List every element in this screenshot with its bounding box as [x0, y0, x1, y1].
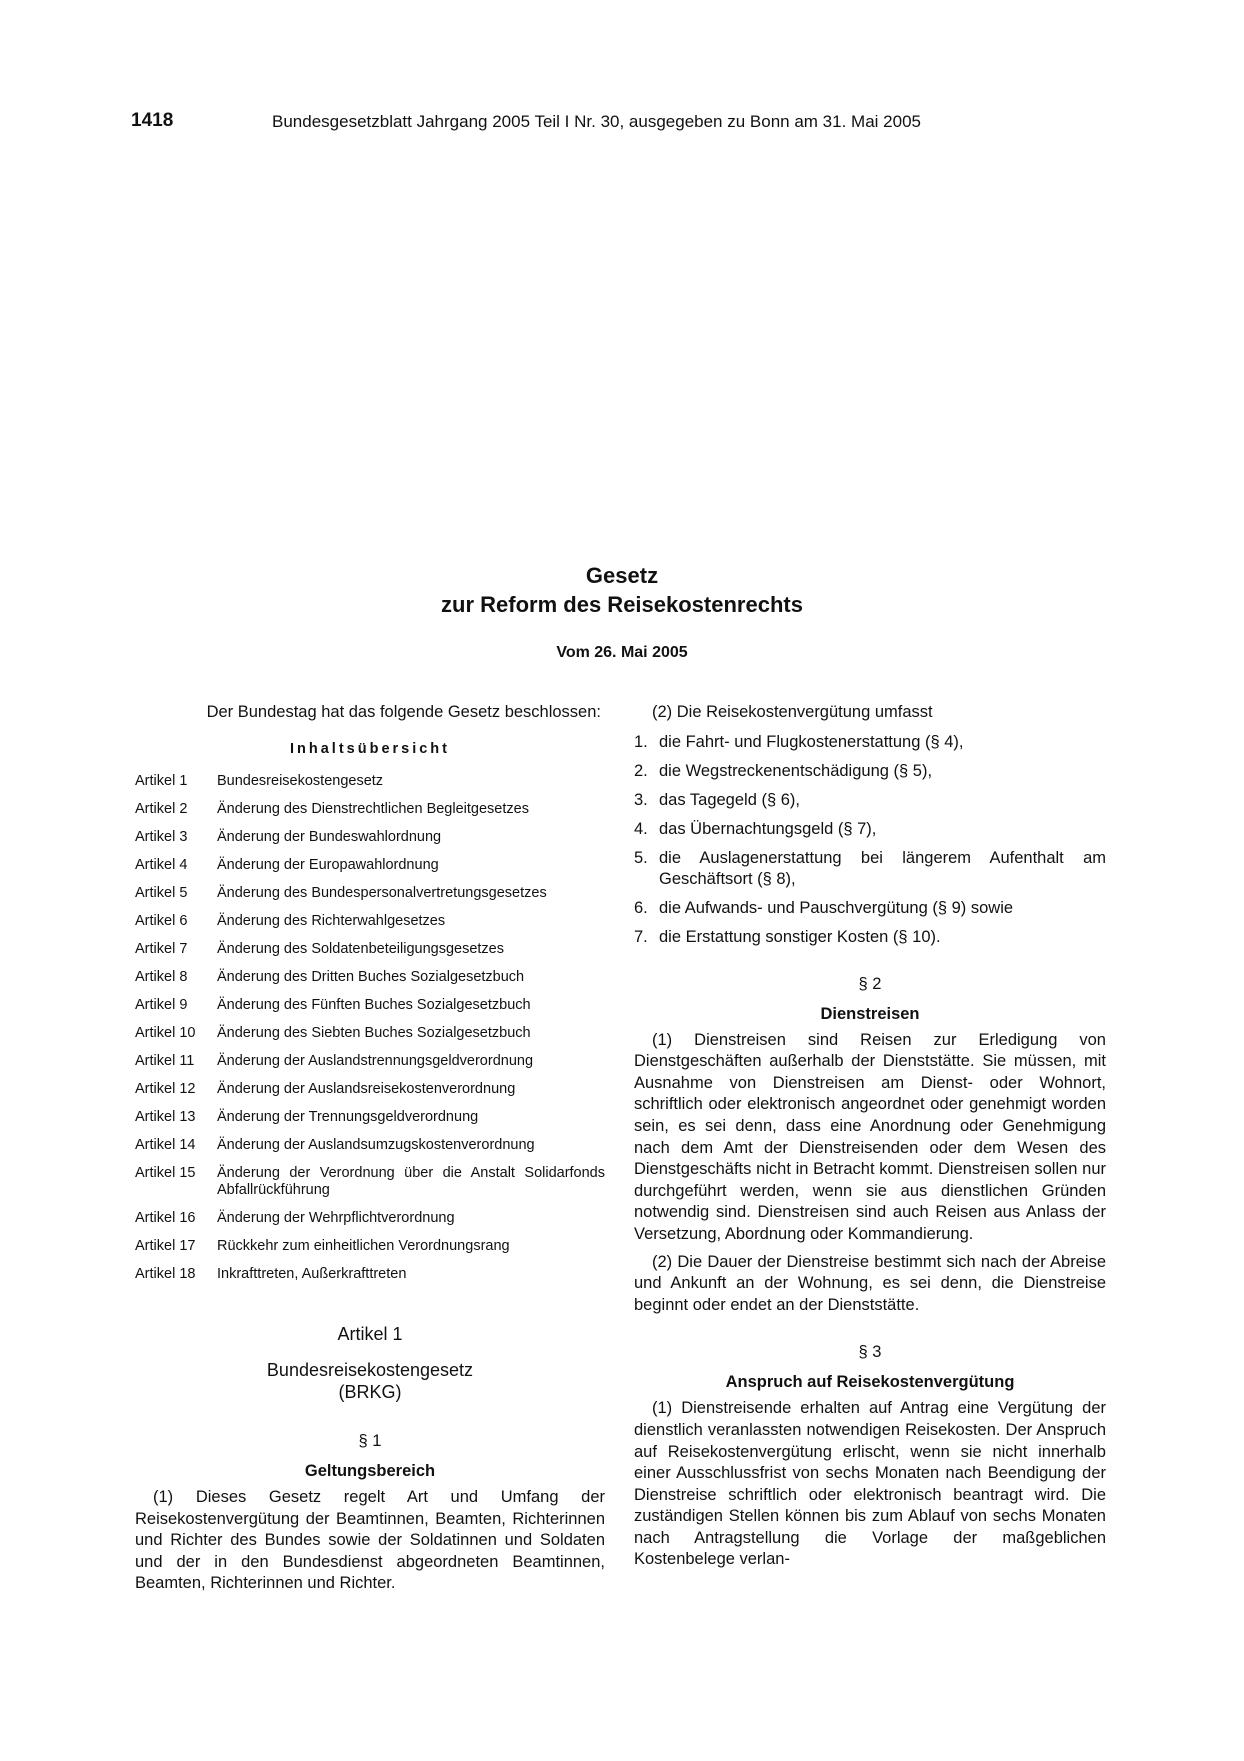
- toc-article-number: Artikel 2: [135, 801, 188, 817]
- list-item-text: das Übernachtungsgeld (§ 7),: [659, 819, 877, 838]
- toc-row: [135, 857, 605, 874]
- toc-article-title: Änderung der Trennungsgeldverordnung: [217, 1109, 479, 1125]
- section-title: Dienstreisen: [820, 1004, 920, 1023]
- list-item: [634, 819, 1106, 840]
- list-item: [634, 898, 1106, 919]
- toc-heading: Inhaltsübersicht: [290, 741, 450, 757]
- enumeration-list: [634, 732, 1106, 948]
- list-item: [634, 848, 1106, 890]
- toc-article-title: Änderung der Verordnung über die Anstalt Solidarfonds Abfallrückführung: [217, 1165, 605, 1198]
- article-heading: Artikel 1: [337, 1324, 403, 1344]
- toc-row: [135, 1025, 605, 1042]
- section-number: § 3: [858, 1343, 882, 1362]
- law-name: [135, 1359, 605, 1403]
- section-number: § 1: [358, 1432, 382, 1450]
- toc-article-title: Rückkehr zum einheitlichen Verordnungsrang: [217, 1238, 510, 1254]
- section-number: § 2: [858, 974, 882, 993]
- toc-article-number: Artikel 6: [135, 913, 188, 929]
- right-column: [634, 702, 1106, 1577]
- toc-row: [135, 1053, 605, 1070]
- toc-article-title: Änderung des Dritten Buches Sozialgesetzbuch: [217, 969, 525, 985]
- toc-article-number: Artikel 14: [135, 1137, 196, 1153]
- toc-article-title: Änderung des Bundespersonalvertretungsgesetzes: [217, 885, 547, 901]
- toc-article-title: Änderung des Siebten Buches Sozialgesetzbuch: [217, 1025, 531, 1041]
- toc-row: [135, 1210, 605, 1227]
- toc-article-title: Änderung des Dienstrechtlichen Begleitgesetzes: [217, 801, 529, 817]
- toc-row: [135, 773, 605, 790]
- list-item-number: 4.: [634, 819, 648, 838]
- toc-article-title: Inkrafttreten, Außerkrafttreten: [217, 1266, 407, 1282]
- list-item: [634, 761, 1106, 782]
- toc-article-title: Änderung der Auslandsumzugskostenverordnung: [217, 1137, 535, 1153]
- list-item-text: die Wegstreckenentschädigung (§ 5),: [659, 761, 933, 780]
- list-item-text: die Auslagenerstattung bei längerem Aufenthalt am Geschäftsort (§ 8),: [659, 848, 1106, 888]
- section-title: Anspruch auf Reisekostenvergütung: [725, 1373, 1015, 1392]
- list-item-number: 1.: [634, 732, 648, 751]
- toc-row: [135, 913, 605, 930]
- toc-row: [135, 829, 605, 846]
- toc-article-title: Änderung der Auslandstrennungsgeldverordnung: [217, 1053, 534, 1069]
- page-number: 1418: [131, 110, 174, 131]
- toc-article-title: Änderung der Wehrpflichtverordnung: [217, 1210, 455, 1226]
- toc-article-number: Artikel 9: [135, 997, 188, 1013]
- toc-article-number: Artikel 18: [135, 1266, 196, 1282]
- law-name-line-1: Bundesreisekostengesetz: [266, 1360, 474, 1380]
- toc-article-title: Änderung des Richterwahlgesetzes: [217, 913, 446, 929]
- document-title: [0, 561, 1244, 619]
- running-header: Bundesgesetzblatt Jahrgang 2005 Teil I Nr. 30, ausgegeben zu Bonn am 31. Mai 2005: [272, 112, 921, 131]
- toc-article-number: Artikel 15: [135, 1165, 196, 1181]
- toc-row: [135, 885, 605, 902]
- list-item: [634, 790, 1106, 811]
- section-paragraph: (1) Dienstreisende erhalten auf Antrag eine Vergütung der dienstlich veranlassten notwendigen Reisekosten. Der Anspruch auf Reisekostenvergütung erlischt, wenn sie nicht innerhalb einer Ausschlussfrist von sechs Monaten nach Beendigung der Dienstreise schriftlich oder elektronisch beantragt wird. Die zuständigen Stellen können bis zum Ablauf von sechs Monaten nach Antragstellung die Vorlage der maßgeblichen Kostenbelege verlan-: [634, 1399, 1106, 1569]
- enactment-clause: Der Bundestag hat das folgende Gesetz beschlossen:: [206, 703, 601, 721]
- section-title: Geltungsbereich: [304, 1462, 436, 1480]
- left-column: [135, 702, 605, 1601]
- toc-article-number: Artikel 5: [135, 885, 188, 901]
- toc-article-number: Artikel 10: [135, 1025, 196, 1041]
- list-item-number: 3.: [634, 790, 648, 809]
- toc-article-number: Artikel 16: [135, 1210, 196, 1226]
- toc-row: [135, 1238, 605, 1255]
- toc-list: [135, 773, 605, 1283]
- section-paragraph: (2) Die Reisekostenvergütung umfasst: [652, 703, 933, 721]
- toc-article-number: Artikel 17: [135, 1238, 196, 1254]
- toc-article-number: Artikel 13: [135, 1109, 196, 1125]
- toc-row: [135, 1109, 605, 1126]
- toc-article-title: Bundesreisekostengesetz: [217, 773, 384, 789]
- toc-row: [135, 969, 605, 986]
- toc-row: [135, 1137, 605, 1154]
- toc-article-number: Artikel 12: [135, 1081, 196, 1097]
- law-name-line-2: (BRKG): [338, 1382, 402, 1402]
- toc-row: [135, 997, 605, 1014]
- list-item-text: die Erstattung sonstiger Kosten (§ 10).: [659, 927, 941, 946]
- toc-row: [135, 801, 605, 818]
- toc-article-number: Artikel 1: [135, 773, 188, 789]
- toc-article-title: Änderung des Fünften Buches Sozialgesetzbuch: [217, 997, 531, 1013]
- document-date: Vom 26. Mai 2005: [556, 644, 688, 661]
- toc-article-title: Änderung der Europawahlordnung: [217, 857, 439, 873]
- title-line-2: zur Reform des Reisekostenrechts: [441, 592, 803, 617]
- section-paragraph: (2) Die Dauer der Dienstreise bestimmt sich nach der Abreise und Ankunft an der Wohnung, es sei denn, die Dienstreise beginnt oder endet an der Dienststätte.: [634, 1252, 1106, 1314]
- toc-article-number: Artikel 4: [135, 857, 188, 873]
- list-item-text: das Tagegeld (§ 6),: [659, 790, 800, 809]
- toc-row: [135, 941, 605, 958]
- list-item-text: die Aufwands- und Pauschvergütung (§ 9) sowie: [659, 898, 1014, 917]
- section-paragraph: (1) Dieses Gesetz regelt Art und Umfang der Reisekostenvergütung der Beamtinnen, Beamten, Richterinnen und Richter des Bundes sowie der Soldatinnen und Soldaten und der in den Bundesdienst abgeordneten Beamtinnen, Beamten, Richterinnen und Richter.: [135, 1488, 605, 1593]
- toc-row: [135, 1081, 605, 1098]
- toc-article-number: Artikel 8: [135, 969, 188, 985]
- toc-article-title: Änderung des Soldatenbeteiligungsgesetzes: [217, 941, 504, 957]
- list-item-number: 7.: [634, 927, 648, 946]
- title-line-1: Gesetz: [585, 563, 659, 588]
- toc-article-number: Artikel 3: [135, 829, 188, 845]
- toc-row: [135, 1165, 605, 1199]
- list-item: [634, 732, 1106, 753]
- list-item-number: 6.: [634, 898, 648, 917]
- section-paragraph: (1) Dienstreisen sind Reisen zur Erledigung von Dienstgeschäften außerhalb der Dienststätte. Sie müssen, mit Ausnahme von Dienstreisen am Dienst- oder Wohnort, schriftlich oder elektronisch angeordnet oder genehmigt worden sein, es sei denn, dass eine Anordnung oder Genehmigung nach dem Amt der Dienstreisenden oder dem Wesen des Dienstgeschäfts nicht in Betracht kommt. Dienstreisen sollen nur durchgeführt werden, wenn sie aus dienstlichen Gründen notwendig sind. Dienstreisen sind auch Reisen aus Anlass der Versetzung, Abordnung oder Kommandierung.: [634, 1030, 1106, 1243]
- toc-article-title: Änderung der Bundeswahlordnung: [217, 829, 442, 845]
- toc-article-title: Änderung der Auslandsreisekostenverordnung: [217, 1081, 516, 1097]
- toc-row: [135, 1266, 605, 1283]
- list-item-text: die Fahrt- und Flugkostenerstattung (§ 4),: [659, 732, 964, 751]
- list-item-number: 5.: [634, 848, 648, 867]
- toc-article-number: Artikel 11: [135, 1053, 195, 1069]
- list-item-number: 2.: [634, 761, 648, 780]
- list-item: [634, 927, 1106, 948]
- toc-article-number: Artikel 7: [135, 941, 188, 957]
